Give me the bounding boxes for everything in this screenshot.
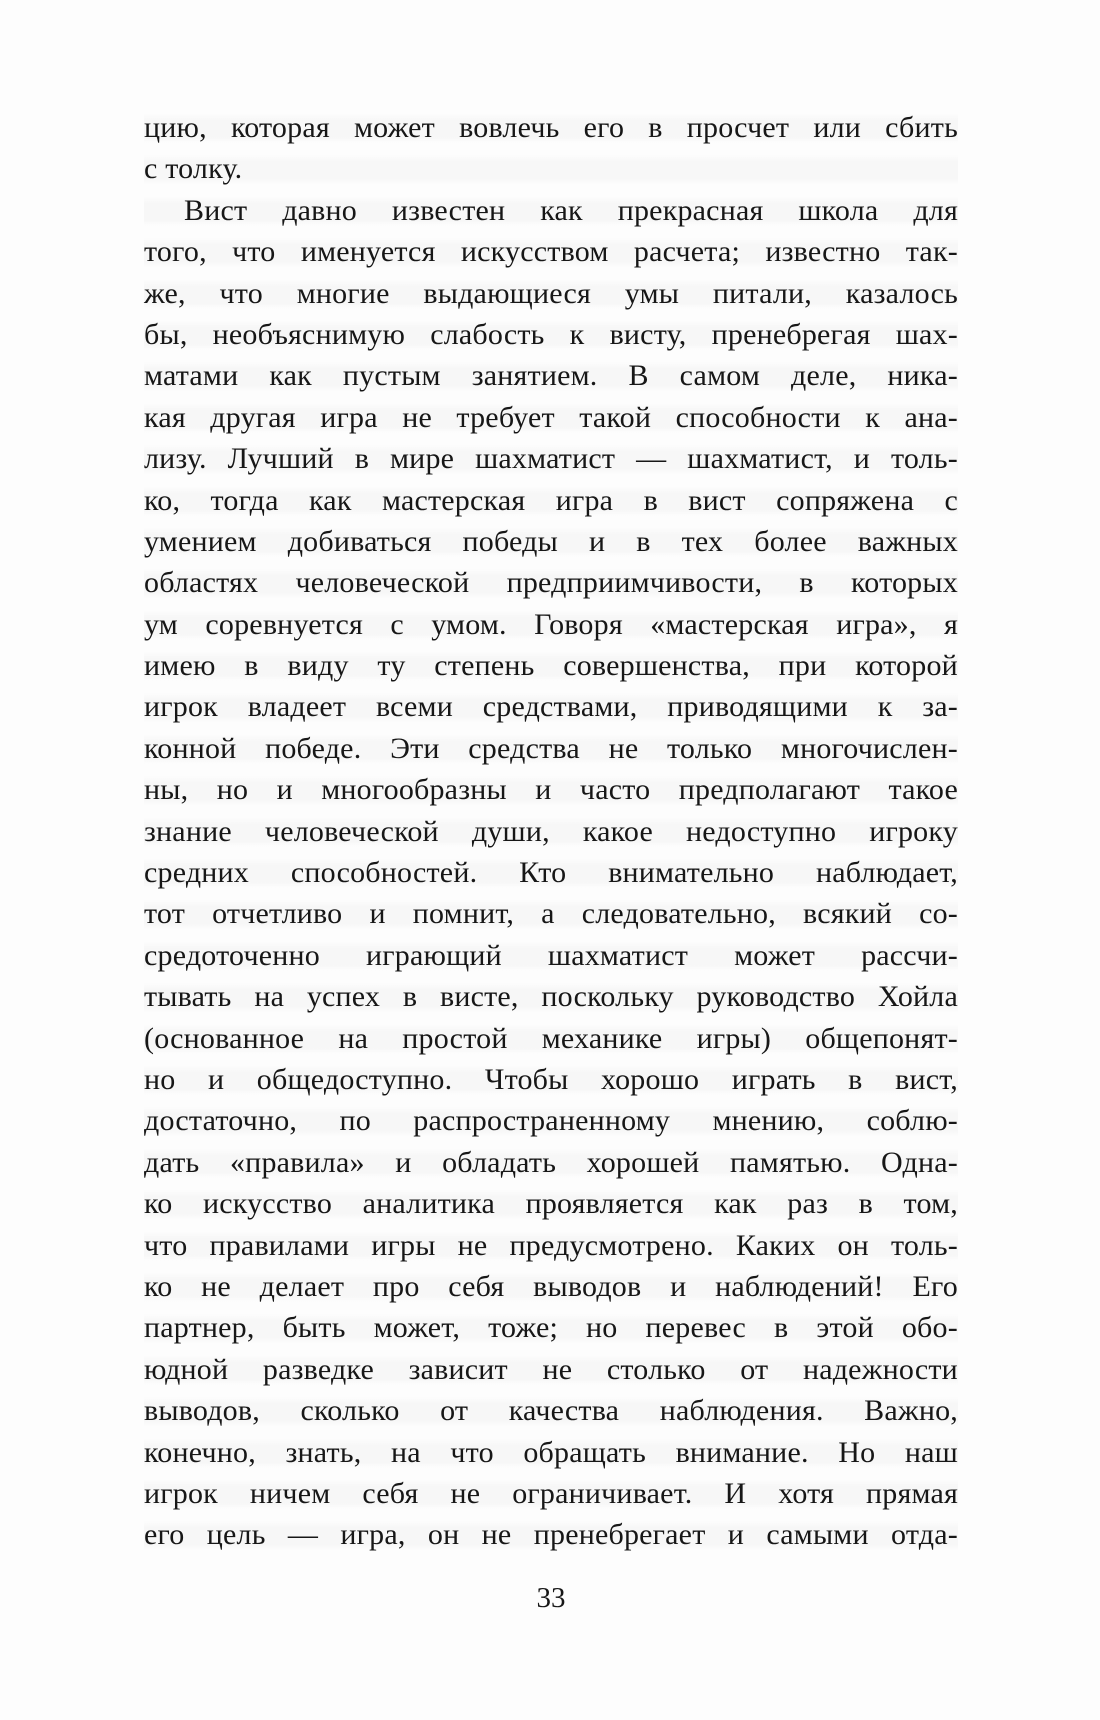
word: но [586,1311,618,1345]
word: не [450,1476,481,1510]
word: искусство [203,1187,333,1221]
text-line [144,1307,958,1348]
text-line [144,1514,958,1555]
word: в [643,483,658,517]
word: умы [624,276,680,310]
word: Вист [184,193,248,227]
text-line [144,769,958,810]
word: игры) [696,1021,772,1055]
word: матами [144,359,239,393]
word: от [440,1394,469,1428]
word: вовлечь [459,111,560,144]
word: так- [905,235,958,269]
word: и [395,1145,412,1179]
text-line [144,1225,958,1266]
word: висте, [439,980,519,1014]
word: к [569,317,585,351]
word: к [865,400,880,434]
word: всеми [375,690,453,724]
text-line: с толку. [144,148,958,189]
word: которая [230,111,330,144]
word: партнер, [144,1311,255,1345]
word: его [144,1518,185,1552]
page-text [144,107,958,1556]
word: сопряжена [776,483,915,517]
word: том, [903,1187,958,1221]
word: многообразны [321,773,507,807]
text-line [144,686,958,727]
word: расчета; [633,235,741,269]
word: средоточенно [144,938,320,972]
text-line [144,521,958,562]
word: игроку [869,814,958,848]
text-line [144,1473,958,1514]
word: ника- [887,359,958,393]
word: необъяснимую [212,317,406,351]
text-line [144,355,958,396]
word: для [913,193,958,227]
word: раз [787,1187,829,1221]
word: Важно, [864,1394,958,1428]
word: хорошей [586,1145,700,1179]
word: наблюдает, [815,856,958,890]
word: кая [144,400,186,434]
word: не [481,1518,512,1552]
word: только [667,731,753,765]
word: многие [296,276,390,310]
word: пренебрегает [533,1518,706,1552]
word: известно [765,235,881,269]
text-line [144,1059,958,1100]
word: предполагают [678,773,861,807]
word: и [208,1062,225,1096]
word: игры [371,1228,436,1262]
word: добиваться [287,524,432,558]
word: обращать [523,1435,646,1469]
word: на [254,980,285,1014]
word: не [457,1228,488,1262]
word: выводов, [144,1394,260,1428]
word: может, [373,1311,461,1345]
word: играть [731,1062,816,1096]
word: игра [555,483,614,517]
word: качества [508,1394,620,1428]
word: человеческой [264,814,439,848]
word: правилами [209,1228,350,1262]
word: школа [798,193,879,227]
word: как [308,483,352,517]
word: вист [688,483,746,517]
word: игра, [340,1518,406,1552]
word: достаточно, [144,1104,298,1138]
word: в [648,111,663,144]
word: поскольку [541,980,674,1014]
word: шахматист [475,442,616,476]
word: такое [888,773,958,807]
word: внимание. [675,1435,809,1469]
word: знать, [285,1435,362,1469]
text-line [144,1432,958,1473]
word: давно [282,193,358,227]
text-line [144,562,958,603]
word: сколько [300,1394,400,1428]
word: ограничивает. [512,1476,693,1510]
word: же, [144,276,186,310]
word: Эти [390,731,440,765]
word: победе. [265,731,362,765]
word: способностей. [290,856,478,890]
word: Говоря [534,607,623,641]
word: разведке [262,1352,374,1386]
text-line [144,273,958,314]
word: средства [468,731,580,765]
word: наблюдения. [659,1394,824,1428]
text-line [144,1266,958,1307]
word: ничем [249,1476,331,1510]
word: известен [391,193,506,227]
word: в [402,980,418,1014]
word: И [724,1476,747,1510]
word: цию, [144,111,207,144]
word: — [287,1518,319,1552]
word: в [244,649,259,683]
word: предусмотрено. [509,1228,714,1262]
word: в [848,1062,863,1096]
word: зависит [408,1352,508,1386]
word: тех [681,524,724,558]
word: умом. [431,607,507,641]
word: ту [377,649,406,683]
word: игрок [144,690,218,724]
word: просчет [686,111,790,144]
text-line [144,480,958,521]
word: областях [144,566,259,600]
word: распространенному [413,1104,671,1138]
word: внимательно [608,856,775,890]
word: и [535,773,552,807]
word: вист, [895,1062,958,1096]
word: хорошо [601,1062,700,1096]
word: шахматист, [687,442,833,476]
word: средствами, [482,690,638,724]
word: души, [471,814,550,848]
word: питали, [712,276,813,310]
word: тот [144,897,186,931]
word: или [813,111,862,144]
word: руководство [696,980,856,1014]
text-line [144,852,958,893]
text-line [144,976,958,1017]
word: конечно, [144,1435,256,1469]
word: делает [259,1269,345,1303]
word: помнит, [412,897,515,931]
word: но [216,773,249,807]
word: всякий [803,897,893,931]
word: Но [838,1435,876,1469]
word: дать [144,1145,200,1179]
word: которых [851,566,958,600]
word: имею [144,649,216,683]
word: надежности [802,1352,958,1386]
word: быть [282,1311,346,1345]
word: столько [606,1352,706,1386]
text-line [144,397,958,438]
text-line [144,728,958,769]
word: как [540,193,583,227]
word: он [837,1228,869,1262]
word: слабость [430,317,545,351]
word: с [944,483,958,517]
word: в [774,1311,789,1345]
word: Лучший [227,442,334,476]
word: наш [904,1435,958,1469]
word: я [943,607,958,641]
word: степень [434,649,535,683]
word: и [369,897,386,931]
word: прекрасная [617,193,764,227]
word: что [450,1435,494,1469]
word: общепонят- [805,1021,958,1055]
word: умением [144,524,257,558]
word: соблю- [866,1104,958,1138]
word: соревнуется [205,607,363,641]
word: и [588,524,606,558]
text-line [144,1349,958,1390]
word: искусством [460,235,609,269]
word: пустым [342,359,441,393]
word: может [734,938,816,972]
word: шах- [895,317,958,351]
word: как [269,359,312,393]
word: пренебрегая [711,317,871,351]
word: тывать [144,980,232,1014]
word: деле, [791,359,857,393]
word: отчетливо [212,897,343,931]
word: со- [919,897,958,931]
word: общедоступно. [256,1062,453,1096]
word: ко [144,1269,173,1303]
word: не [542,1352,573,1386]
word: недоступно [686,814,837,848]
word: Одна- [881,1145,958,1179]
word: приводящими [667,690,848,724]
word: он [427,1518,460,1552]
text-line [144,811,958,852]
word: в [858,1187,873,1221]
word: в [799,566,814,600]
word: ко, [144,483,181,517]
word: мнению, [712,1104,825,1138]
word: какое [582,814,653,848]
word: при [778,649,827,683]
word: наблюдений! [715,1269,884,1303]
text-line [144,231,958,272]
word: успех [306,980,381,1014]
word: Кто [519,856,567,890]
word: победы [462,524,558,558]
text-line [144,107,958,148]
word: прямая [866,1476,958,1510]
word: не [402,400,432,434]
word: про [372,1269,420,1303]
word: многочислен- [780,731,958,765]
word: как [714,1187,757,1221]
word: самом [679,359,761,393]
text-line [144,1183,958,1224]
word: именуется [300,235,436,269]
word: и [276,773,293,807]
word: лизу. [144,442,207,476]
word: рассчи- [861,938,958,972]
word: шахматист [547,938,689,972]
word: за- [922,690,958,724]
word: на [391,1435,421,1469]
word: мастерская [381,483,526,517]
word: предприимчивости, [506,566,763,600]
text-line [144,604,958,645]
text-line [144,645,958,686]
text-line [144,314,958,355]
word: (основанное [144,1021,305,1055]
word: отда- [891,1518,958,1552]
word: следовательно, [581,897,776,931]
word: другая [210,400,296,434]
word: от [740,1352,769,1386]
word: игра», [836,607,917,641]
word: на [338,1021,369,1055]
word: играющий [365,938,502,972]
word: ко [144,1187,173,1221]
word: конной [144,731,237,765]
word: такой [579,400,652,434]
word: тоже; [488,1311,559,1345]
word: В [628,359,649,393]
word: хотя [778,1476,835,1510]
word: не [608,731,639,765]
word: к [877,690,893,724]
word: Хойла [877,980,958,1014]
word: ум [144,607,178,641]
text-line [144,1390,958,1431]
word: средних [144,856,250,890]
word: себя [362,1476,419,1510]
word: перевес [645,1311,746,1345]
word: аналитика [362,1187,495,1221]
word: цель [206,1518,266,1552]
word: и [853,442,871,476]
word: может [353,111,435,144]
text-line [144,1100,958,1141]
word: юдной [144,1352,229,1386]
word: часто [579,773,651,807]
word: Каких [735,1228,816,1262]
word: бы, [144,317,188,351]
text-line [144,1142,958,1183]
word: выводов [533,1269,642,1303]
word: более [754,524,827,558]
word: которой [855,649,958,683]
word: игрок [144,1476,218,1510]
word: механике [541,1021,663,1055]
word: этой [816,1311,874,1345]
word: проявляется [525,1187,684,1221]
word: по [339,1104,371,1138]
word: самыми [766,1518,869,1552]
word: — [636,442,667,476]
word: обладать [442,1145,557,1179]
word: выдающиеся [423,276,592,310]
word: «мастерская [650,607,809,641]
word: а [541,897,555,931]
word: знание [144,814,232,848]
word: «правила» [229,1145,365,1179]
word: важных [857,524,958,558]
word: себя [448,1269,505,1303]
word: что [219,276,263,310]
word: в [354,442,370,476]
word: казалось [845,276,958,310]
text-line [144,893,958,934]
word: сбить [885,111,958,144]
page-number: 33 [536,1582,566,1614]
word: памятью. [729,1145,851,1179]
word: обо- [901,1311,958,1345]
word: и [670,1269,687,1303]
word: человеческой [295,566,470,600]
text-line [144,438,958,479]
word: его [583,111,625,144]
word: толь- [891,1228,958,1262]
text-line [144,190,958,231]
word: виду [287,649,349,683]
word: ны, [144,773,189,807]
word: владеет [247,690,347,724]
word: Чтобы [484,1062,569,1096]
word: толь- [890,442,958,476]
word: в [636,524,651,558]
word: совершенства, [563,649,750,683]
word: и [727,1518,745,1552]
word: простой [402,1021,508,1055]
word: с [390,607,404,641]
word: способности [675,400,841,434]
word: висту, [609,317,687,351]
word: что [232,235,276,269]
word: ана- [904,400,958,434]
text-line [144,935,958,976]
word: занятием. [471,359,598,393]
word: что [144,1228,188,1262]
word: мире [390,442,455,476]
word: тогда [210,483,279,517]
text-line [144,1018,958,1059]
word: не [201,1269,231,1303]
word: но [144,1062,176,1096]
word: игра [320,400,378,434]
word: того, [144,235,207,269]
word: Его [912,1269,958,1303]
word: требует [456,400,555,434]
